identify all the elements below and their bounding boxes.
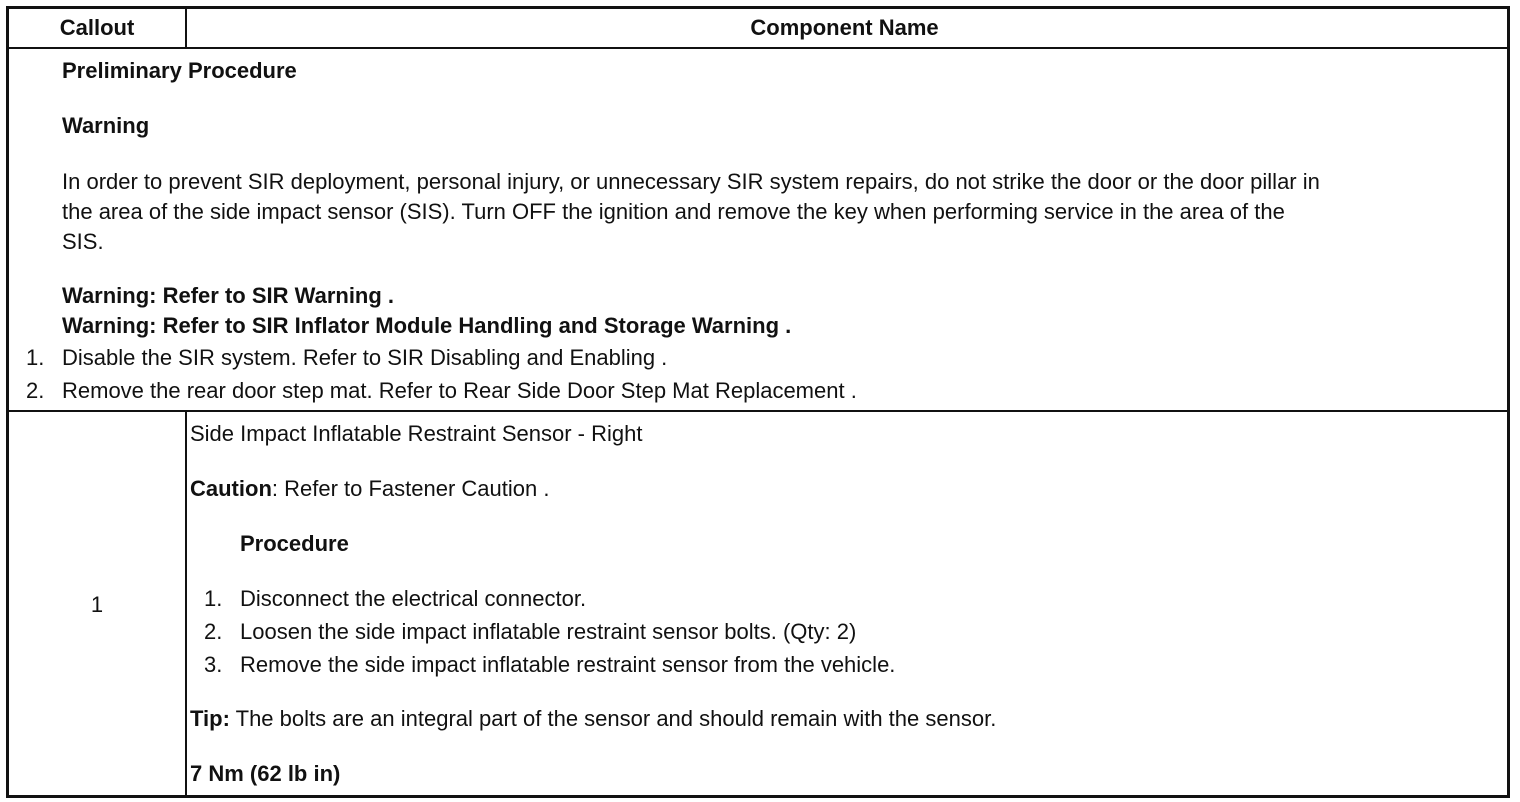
preliminary-title: Preliminary Procedure bbox=[62, 58, 297, 83]
torque-spec: 7 Nm (62 lb in) bbox=[190, 761, 341, 786]
step-text: Remove the rear door step mat. Refer to Rear Side Door Step Mat Replacement . bbox=[62, 378, 857, 403]
step-text: Remove the side impact inflatable restraint sensor from the vehicle. bbox=[240, 652, 896, 677]
step-text: Disable the SIR system. Refer to SIR Disabling and Enabling . bbox=[62, 345, 668, 370]
warning-reference: Warning: Refer to SIR Inflator Module Handling and Storage Warning . bbox=[62, 313, 792, 338]
component-name-header: Component Name bbox=[750, 15, 939, 40]
component-name: Side Impact Inflatable Restraint Sensor - Right bbox=[190, 421, 643, 446]
step-number: 3. bbox=[204, 652, 223, 677]
step-text: Loosen the side impact inflatable restraint sensor bolts. (Qty: 2) bbox=[240, 619, 857, 644]
warning-text-line: SIS. bbox=[62, 229, 104, 254]
tip-line bbox=[190, 706, 996, 732]
step-number: 2. bbox=[26, 378, 45, 403]
callout-header: Callout bbox=[59, 15, 135, 40]
caution-text: : Refer to Fastener Caution . bbox=[271, 476, 550, 501]
procedure-heading: Procedure bbox=[240, 531, 349, 556]
warning-heading: Warning bbox=[62, 113, 150, 138]
step-number: 1. bbox=[204, 586, 223, 611]
step-text: Disconnect the electrical connector. bbox=[240, 586, 587, 611]
step-number: 1. bbox=[26, 345, 45, 370]
warning-reference: Warning: Refer to SIR Warning . bbox=[62, 283, 395, 308]
caution-label: Caution bbox=[190, 476, 272, 501]
warning-text-line: In order to prevent SIR deployment, personal injury, or unnecessary SIR system repairs, do not strike the door or the door pillar in bbox=[62, 169, 1320, 194]
tip-text: The bolts are an integral part of the sensor and should remain with the sensor. bbox=[229, 706, 997, 731]
row-divider bbox=[9, 410, 1507, 412]
header-divider bbox=[9, 47, 1507, 49]
tip-label: Tip: bbox=[190, 706, 230, 731]
step-number: 2. bbox=[204, 619, 223, 644]
caution-line bbox=[190, 476, 549, 502]
row-column-divider bbox=[185, 410, 187, 795]
warning-text-line: the area of the side impact sensor (SIS). Turn OFF the ignition and remove the key when performing service in the area of the bbox=[62, 199, 1285, 224]
callout-number: 1 bbox=[90, 592, 104, 617]
